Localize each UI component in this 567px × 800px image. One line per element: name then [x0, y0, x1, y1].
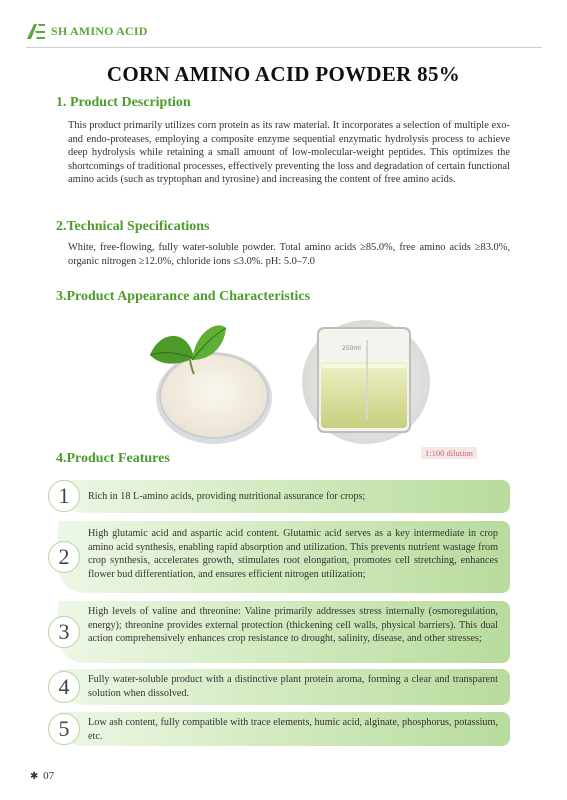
page-header	[26, 22, 148, 40]
feature-item	[48, 669, 510, 705]
page-footer	[30, 770, 54, 782]
specs-text: White, free-flowing, fully water-soluble powder. Total amino acids ≥85.0%, free amino acids ≥83.0%, organic nitrogen ≥12.0%, chloride ions ≤3.0%. pH: 5.0–7.0	[68, 242, 510, 267]
page-title: CORN AMINO ACID POWDER 85%	[106, 62, 461, 86]
section-heading-description: 1. Product Description	[56, 95, 191, 110]
dilution-label: 1:100 dilution	[421, 447, 477, 459]
sh-logo-icon	[26, 22, 46, 40]
feature-number: 5	[48, 713, 80, 745]
feature-number: 1	[48, 480, 80, 512]
feature-item	[48, 521, 510, 593]
feature-item	[48, 712, 510, 746]
brand-name: SH AMINO ACID	[51, 23, 148, 38]
feature-text: High glutamic acid and aspartic acid content. Glutamic acid serves as a key intermediate in crop amino acid synthesis, enabling rapid absorption and utilization. This prevents nutrient wastage from crop synthesis, accelerates growth, stimulates root elongation, promotes cell stretching, enhances flower bud differentiation, and ensures efficient nitrogen utilization;	[88, 528, 498, 580]
asterisk-icon: ✱	[30, 771, 39, 782]
section-heading-appearance: 3.Product Appearance and Characteristics	[56, 289, 311, 304]
svg-text:250ml: 250ml	[342, 345, 361, 352]
description-text: This product primarily utilizes corn protein as its raw material. It incorporates a selection of multiple exo- and endo-proteases, employing a composite enzyme sequential enzymatic hydrolysis process to achieve deep hydrolysis while retaining a small amount of low-molecular-weight peptides. This optimizes the shortcomings of traditional processes, effectively preventing the loss and degradation of certain functional amino acids (such as tryptophan and tyrosine) and increasing the content of free amino acids.	[68, 120, 510, 186]
feature-text: Low ash content, fully compatible with trace elements, humic acid, alginate, phosphorus, potassium, etc.	[88, 717, 498, 742]
feature-number: 3	[48, 616, 80, 648]
beaker-solution-image	[296, 318, 436, 446]
page-number: 07	[43, 770, 55, 782]
feature-number: 2	[48, 541, 80, 573]
section-heading-features: 4.Product Features	[56, 451, 170, 466]
feature-text: Rich in 18 L-amino acids, providing nutritional assurance for crops;	[88, 491, 366, 502]
feature-text: High levels of valine and threonine: Valine primarily addresses stress internally (osmoregulation, energy); threonine provides external protection (thickening cell walls, physical barriers). This dual action comprehensively enhances crop resistance to drought, salinity, disease, and other stresses;	[88, 606, 498, 645]
feature-text: Fully water-soluble product with a distinctive plant protein aroma, forming a clear and transparent solution when dissolved.	[88, 674, 498, 699]
header-divider	[26, 47, 542, 48]
feature-item	[48, 601, 510, 663]
feature-number: 4	[48, 671, 80, 703]
feature-item	[48, 480, 510, 513]
powder-plate-image	[138, 320, 278, 448]
section-heading-specs: 2.Technical Specifications	[56, 219, 210, 234]
